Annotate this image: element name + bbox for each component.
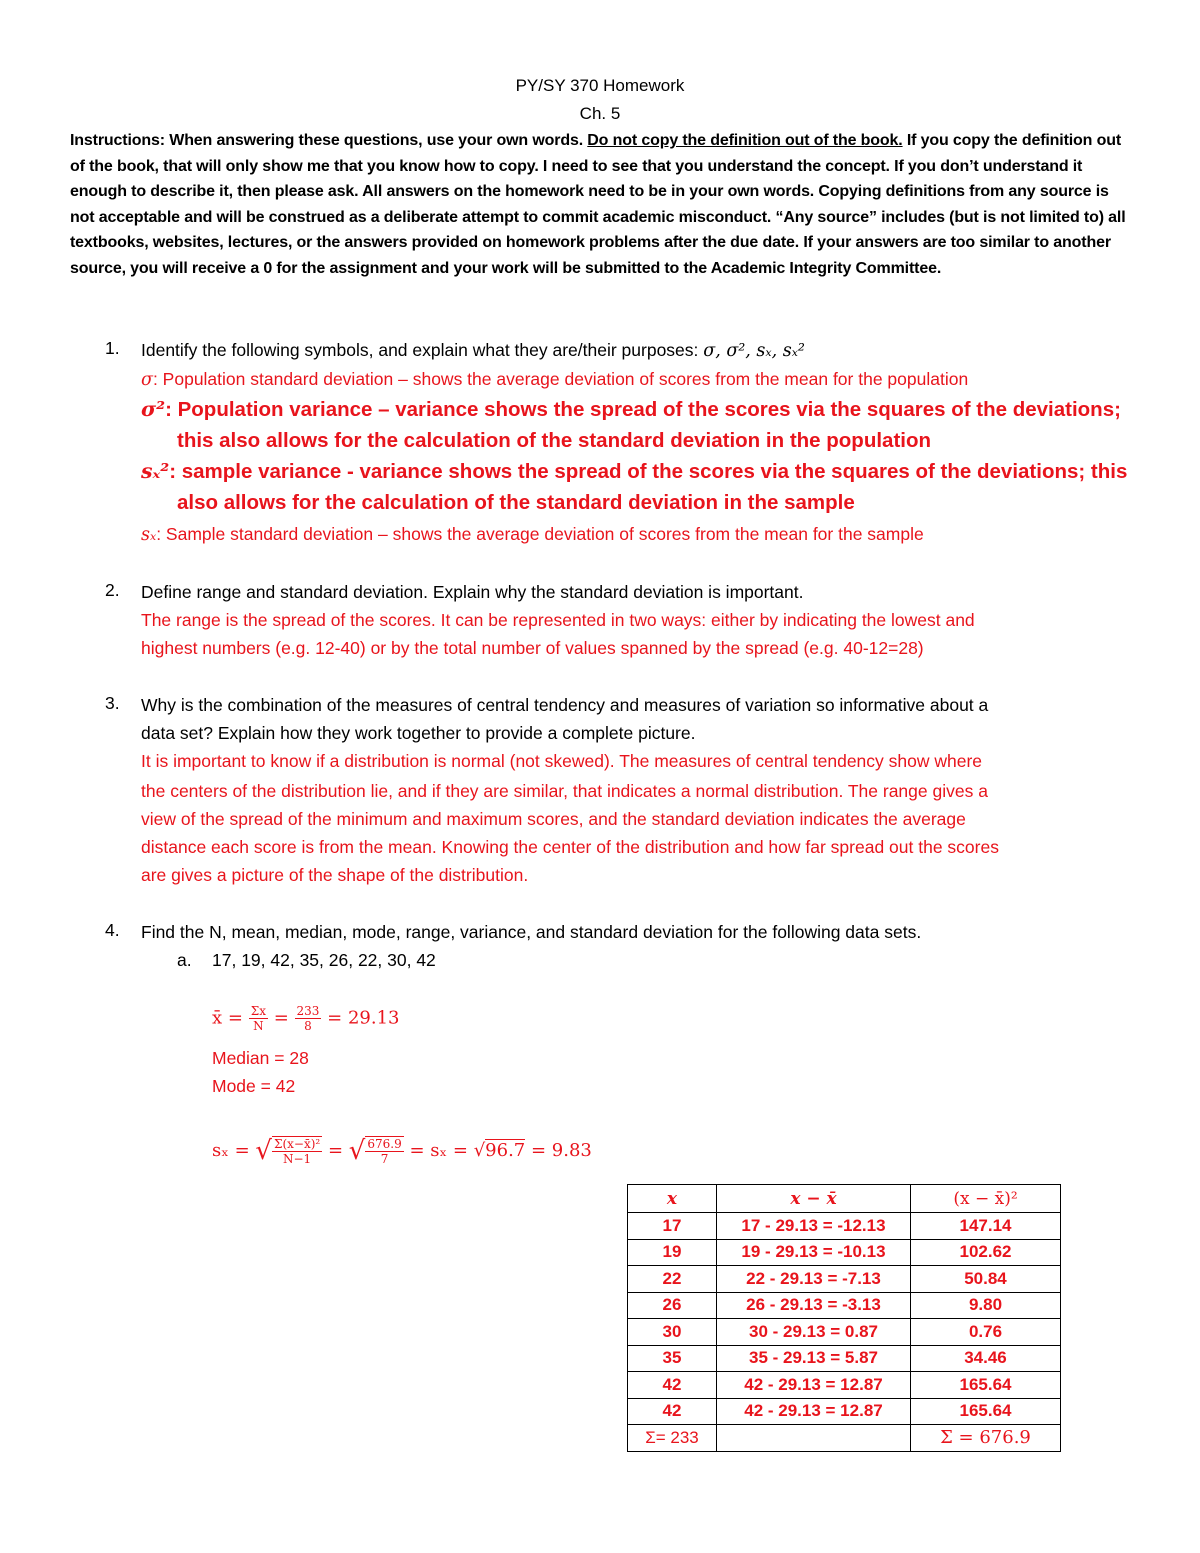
- sx-squared-definition-line1: : sample variance - variance shows the spread of the scores via the squares of the deviations; this: [169, 460, 1128, 483]
- cell-squared: 0.76: [911, 1319, 1061, 1346]
- q1-text: [141, 336, 805, 365]
- mean-formula: x̄ = $\frac{\Sigma x}{N}$ = $\frac{233}{8}$ = 29.13: [212, 1004, 400, 1033]
- cell-deviation: 42 - 29.13 = 12.87: [717, 1398, 911, 1425]
- q3-answer-line3: view of the spread of the minimum and maximum scores, and the standard deviation indicates the average: [141, 809, 966, 829]
- table-row: [628, 1345, 1061, 1372]
- sd-frac1-den: N−1: [283, 1152, 312, 1166]
- cell-deviation: 26 - 29.13 = -3.13: [717, 1292, 911, 1319]
- q1-number: 1.: [105, 338, 120, 358]
- cell-squared: 165.64: [911, 1398, 1061, 1425]
- sigma-symbol: σ: [141, 370, 153, 390]
- sd-lhs: sₓ =: [212, 1140, 250, 1161]
- cell-squared: 50.84: [911, 1266, 1061, 1293]
- sigma-squared-definition-line2: this also allows for the calculation of the standard deviation in the population: [177, 429, 932, 452]
- median-value: Median = 28: [212, 1048, 309, 1068]
- mean-frac2-den: 8: [304, 1019, 312, 1033]
- cell-x: 17: [628, 1213, 717, 1240]
- cell-squared: 147.14: [911, 1213, 1061, 1240]
- table-row: [628, 1239, 1061, 1266]
- sd-radicand: 96.7: [485, 1140, 526, 1161]
- mean-fraction-numeric: [295, 1004, 322, 1033]
- cell-x: 42: [628, 1372, 717, 1399]
- table-row: [628, 1372, 1061, 1399]
- mean-result: = 29.13: [327, 1007, 400, 1029]
- header-deviation: x − x̄: [717, 1185, 911, 1213]
- mean-lhs: x̄ =: [212, 1007, 243, 1029]
- q1-symbols: σ, σ², sₓ, sₓ²: [703, 341, 805, 361]
- q1-answer-sx: [141, 520, 924, 549]
- cell-squared: 34.46: [911, 1345, 1061, 1372]
- q3-answer-line1: It is important to know if a distribution is normal (not skewed). The measures of central tendency show where: [141, 751, 983, 771]
- sd-fraction-numeric: [365, 1136, 403, 1166]
- cell-x: 42: [628, 1398, 717, 1425]
- q4-text: Find the N, mean, median, mode, range, variance, and standard deviation for the following data sets.: [141, 922, 922, 942]
- cell-x: 22: [628, 1266, 717, 1293]
- sum-x: Σ= 233: [628, 1425, 717, 1452]
- instructions-underlined: Do not copy the definition out of the book.: [587, 132, 903, 149]
- q3-answer-line5: are gives a picture of the shape of the distribution.: [141, 865, 529, 885]
- q3-text-line2: data set? Explain how they work together to provide a complete picture.: [141, 723, 696, 743]
- instructions-paragraph: [70, 128, 1130, 282]
- cell-x: 30: [628, 1319, 717, 1346]
- sigma-squared-symbol: σ²: [141, 397, 166, 421]
- q1-answer-sigma: [141, 365, 968, 394]
- cell-deviation: 42 - 29.13 = 12.87: [717, 1372, 911, 1399]
- sd-fraction-symbolic: [272, 1136, 322, 1166]
- sd-frac1-num: Σ(x−x̄)²: [273, 1137, 321, 1151]
- table-header-row: [628, 1185, 1061, 1213]
- sigma-squared-definition-line1: : Population variance – variance shows the spread of the scores via the squares of the deviations;: [165, 398, 1121, 421]
- sx-squared-symbol: sₓ²: [141, 459, 170, 483]
- q4-part-a-data: 17, 19, 42, 35, 26, 22, 30, 42: [212, 950, 436, 970]
- mean-frac1-den: N: [253, 1019, 264, 1033]
- q2-text: Define range and standard deviation. Explain why the standard deviation is important.: [141, 582, 804, 602]
- cell-squared: 102.62: [911, 1239, 1061, 1266]
- cell-deviation: 17 - 29.13 = -12.13: [717, 1213, 911, 1240]
- cell-x: 35: [628, 1345, 717, 1372]
- instructions-body: If you copy the definition out of the book, that will only show me that you know how to copy. I need to see that you understand the concept. If you don’t understand it enough to describe it, then please ask. All answers on the homework need to be in your own words. Copying definitions from any source is not acceptable and will be construed as a deliberate attempt to commit academic misconduct. “Any source” includes (but is not limited to) all textbooks, websites, lectures, or the answers provided on homework problems after the due date. If your answers are too similar to another source, you will receive a 0 for the assignment and your work will be submitted to the Academic Integrity Committee.: [70, 132, 1126, 277]
- header-squared-deviation: (x − x̄)²: [911, 1185, 1061, 1213]
- q3-answer-line2: the centers of the distribution lie, and if they are similar, that indicates a normal distribution. The range gives a: [141, 781, 988, 801]
- cell-deviation: 19 - 29.13 = -10.13: [717, 1239, 911, 1266]
- q4-part-a-label: a.: [177, 950, 192, 970]
- table-row: [628, 1398, 1061, 1425]
- q3-number: 3.: [105, 693, 120, 713]
- sigma-definition: : Population standard deviation – shows the average deviation of scores from the mean for the population: [152, 369, 969, 389]
- q2-answer-line2: highest numbers (e.g. 12-40) or by the total number of values spanned by the spread (e.g. 40-12=28): [141, 638, 924, 658]
- sd-result: = 9.83: [530, 1140, 592, 1161]
- table-row: [628, 1292, 1061, 1319]
- sx-squared-definition-line2: also allows for the calculation of the standard deviation in the sample: [177, 491, 855, 514]
- document-title: PY/SY 370 Homework: [515, 76, 685, 95]
- table-row: [628, 1319, 1061, 1346]
- sx-symbol: sₓ: [141, 525, 157, 545]
- sqrt-icon: √: [255, 1136, 272, 1166]
- q1-answer-sigma-squared: [141, 394, 1121, 425]
- sd-frac2-den: 7: [380, 1152, 389, 1166]
- deviation-table: [627, 1184, 1061, 1452]
- table-row: [628, 1266, 1061, 1293]
- q4-number: 4.: [105, 920, 120, 940]
- sd-mid: = sₓ =: [409, 1140, 468, 1161]
- instructions-intro: Instructions: When answering these questions, use your own words.: [70, 132, 588, 149]
- q2-number: 2.: [105, 580, 120, 600]
- mean-fraction-symbolic: [249, 1004, 268, 1033]
- header-x: x: [628, 1185, 717, 1213]
- q2-answer-line1: The range is the spread of the scores. It can be represented in two ways: either by indicating the lowest and: [141, 610, 975, 630]
- q1-answer-sx-squared: [141, 456, 1127, 487]
- sum-squared: Σ = 676.9: [911, 1425, 1061, 1452]
- sqrt-icon-3: √: [473, 1140, 486, 1161]
- table-row: [628, 1213, 1061, 1240]
- sqrt-icon-2: √: [348, 1136, 366, 1166]
- sx-definition: : Sample standard deviation – shows the average deviation of scores from the mean for the sample: [156, 524, 924, 544]
- cell-deviation: 35 - 29.13 = 5.87: [717, 1345, 911, 1372]
- q3-text-line1: Why is the combination of the measures of central tendency and measures of variation so informative about a: [141, 695, 989, 715]
- cell-deviation: 22 - 29.13 = -7.13: [717, 1266, 911, 1293]
- sd-formula: sₓ = √ $\frac{\text{Σ(x−x̄)²}}{N-1}$ = √ $\frac{676.9}{7}$ = sₓ = √96.7 = 9.83: [212, 1136, 592, 1166]
- cell-squared: 165.64: [911, 1372, 1061, 1399]
- cell-x: 19: [628, 1239, 717, 1266]
- mean-frac1-num: Σx: [250, 1004, 266, 1018]
- mean-frac2-num: 233: [296, 1004, 320, 1018]
- sd-frac2-num: 676.9: [367, 1137, 402, 1151]
- sum-empty: [717, 1425, 911, 1452]
- cell-x: 26: [628, 1292, 717, 1319]
- q3-answer-line4: distance each score is from the mean. Knowing the center of the distribution and how far spread out the scores: [141, 837, 999, 857]
- q1-prompt: Identify the following symbols, and explain what they are/their purposes:: [141, 340, 704, 360]
- chapter-label: Ch. 5: [579, 104, 621, 123]
- cell-deviation: 30 - 29.13 = 0.87: [717, 1319, 911, 1346]
- table-sum-row: [628, 1425, 1061, 1452]
- mode-value: Mode = 42: [212, 1076, 296, 1096]
- cell-squared: 9.80: [911, 1292, 1061, 1319]
